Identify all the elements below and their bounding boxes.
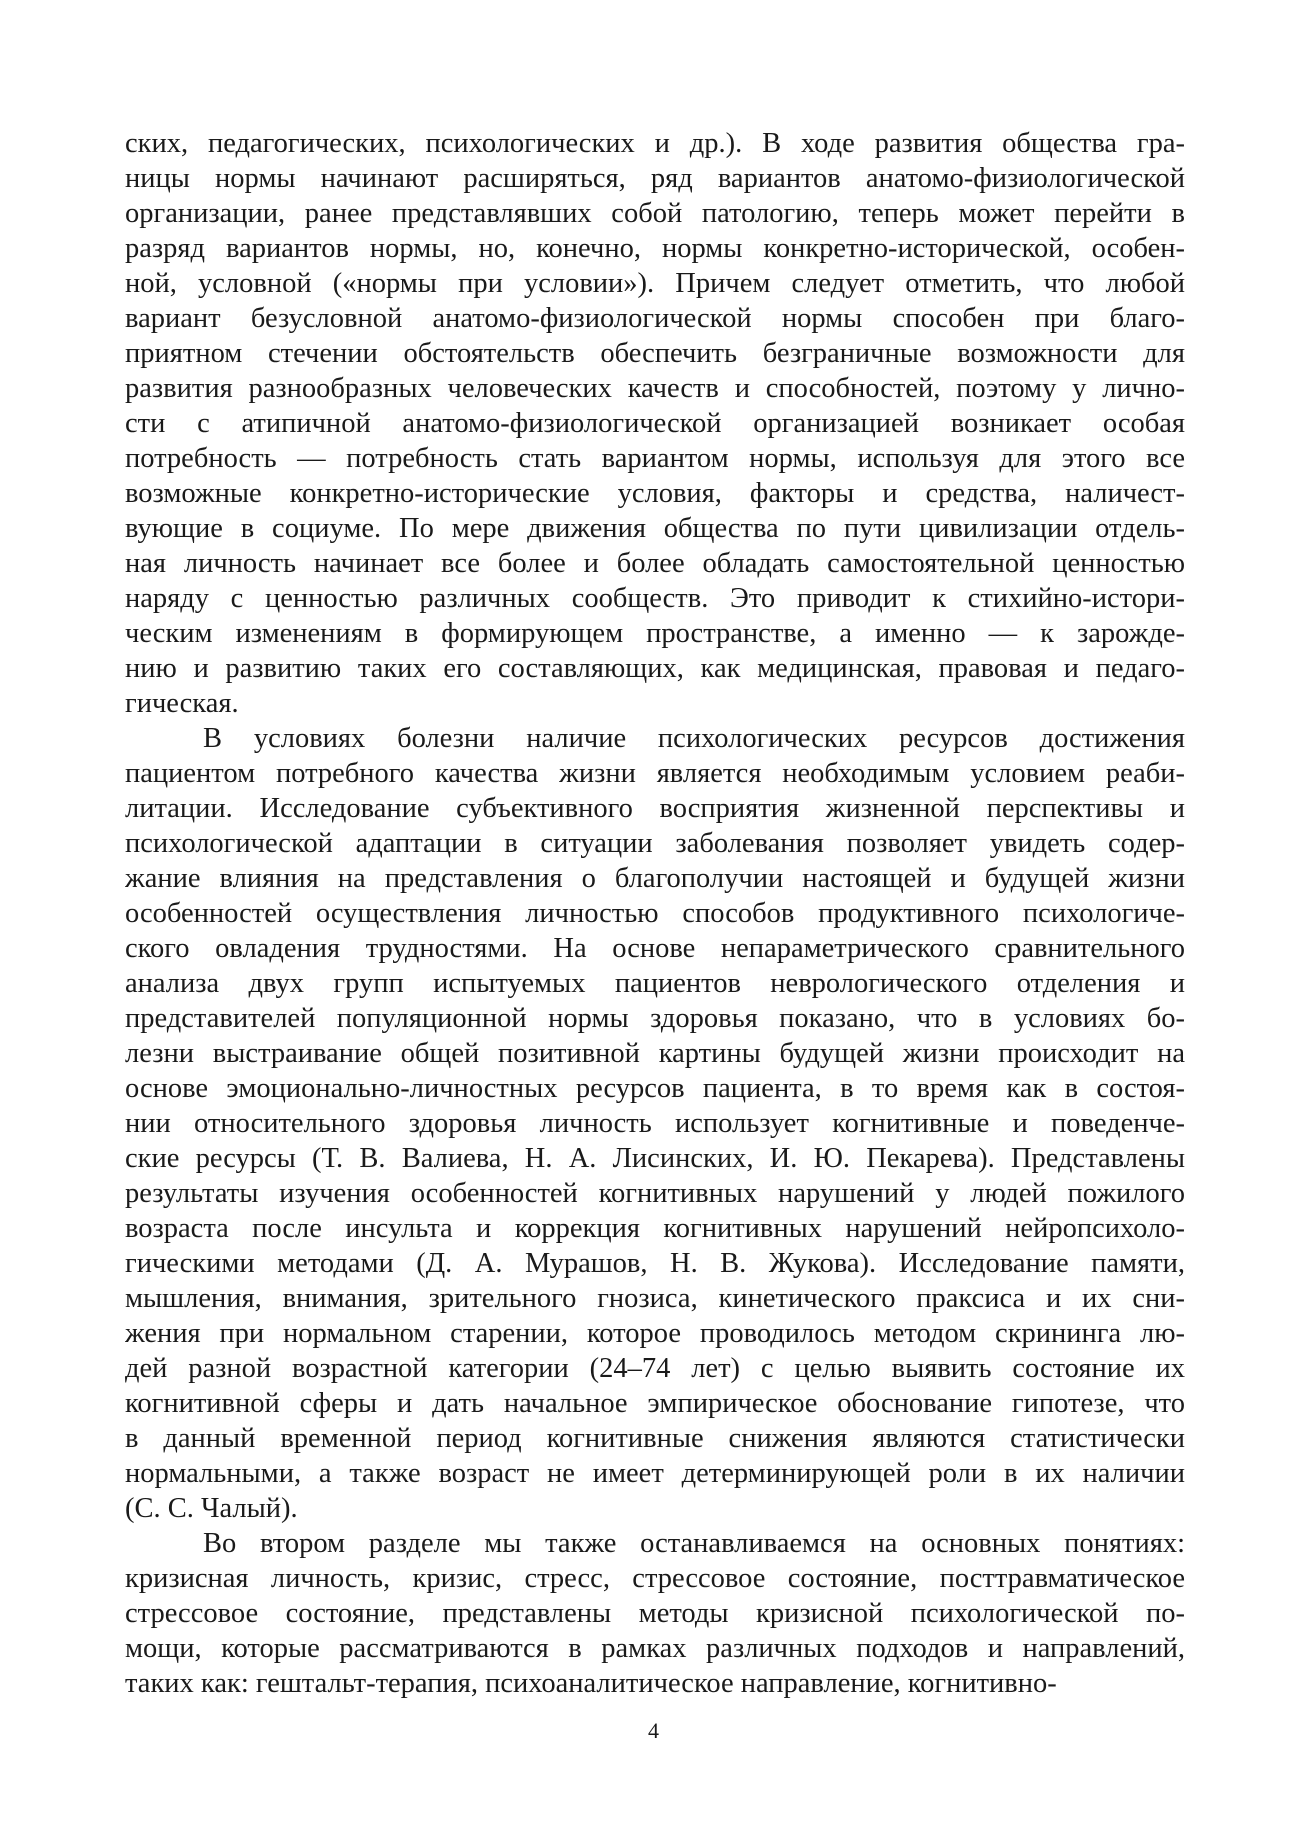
text-line: приятном стечении обстоятельств обеспечить безграничные возможности для (125, 338, 1185, 369)
text-line: сти с атипичной анатомо-физиологической организацией возникает особая (125, 408, 1185, 439)
text-line: ского овладения трудностями. На основе непараметрического сравнительного (125, 933, 1185, 964)
text-line: наряду с ценностью различных сообществ. Это приводит к стихийно-истори- (125, 583, 1185, 614)
text-line: организации, ранее представлявших собой патологию, теперь может перейти в (125, 198, 1185, 229)
text-line: ских, педагогических, психологических и др.). В ходе развития общества гра- (125, 128, 1185, 159)
text-line: лезни выстраивание общей позитивной картины будущей жизни происходит на (125, 1038, 1185, 1069)
body-text (125, 126, 1185, 1701)
text-line: вариант безусловной анатомо-физиологической нормы способен при благо- (125, 303, 1185, 334)
text-line: развития разнообразных человеческих качеств и способностей, поэтому у лично- (125, 373, 1185, 404)
text-line: ницы нормы начинают расширяться, ряд вариантов анатомо-физиологической (125, 163, 1185, 194)
text-line: нормальными, а также возраст не имеет детерминирующей роли в их наличии (125, 1458, 1185, 1489)
text-line: основе эмоционально-личностных ресурсов пациента, в то время как в состоя- (125, 1073, 1185, 1104)
text-line: результаты изучения особенностей когнитивных нарушений у людей пожилого (125, 1178, 1185, 1209)
paragraph (125, 126, 1185, 721)
text-line: психологической адаптации в ситуации заболевания позволяет увидеть содер- (125, 828, 1185, 859)
text-line: кризисная личность, кризис, стресс, стрессовое состояние, посттравматическое (125, 1563, 1185, 1594)
text-line: (С. С. Чалый). (125, 1493, 298, 1524)
text-line: в данный временной период когнитивные снижения являются статистически (125, 1423, 1185, 1454)
text-line: гическая. (125, 688, 239, 719)
text-line: нию и развитию таких его составляющих, как медицинская, правовая и педаго- (125, 653, 1185, 684)
text-line: особенностей осуществления личностью способов продуктивного психологиче- (125, 898, 1185, 929)
text-line: ная личность начинает все более и более обладать самостоятельной ценностью (125, 548, 1185, 579)
text-line: мышления, внимания, зрительного гнозиса, кинетического праксиса и их сни- (125, 1283, 1185, 1314)
text-line: гическими методами (Д. А. Мурашов, Н. В. Жукова). Исследование памяти, (125, 1248, 1185, 1279)
paragraph (125, 1526, 1185, 1701)
text-line: разряд вариантов нормы, но, конечно, нормы конкретно-исторической, особен- (125, 233, 1185, 264)
text-line: потребность — потребность стать вариантом нормы, используя для этого все (125, 443, 1185, 474)
text-line: Во втором разделе мы также останавливаемся на основных понятиях: (203, 1528, 1185, 1559)
text-line: возможные конкретно-исторические условия, факторы и средства, наличест- (125, 478, 1185, 509)
text-line: ские ресурсы (Т. В. Валиева, Н. А. Лисинских, И. Ю. Пекарева). Представлены (125, 1143, 1185, 1174)
text-line: жения при нормальном старении, которое проводилось методом скрининга лю- (125, 1318, 1185, 1349)
text-line: стрессовое состояние, представлены методы кризисной психологической по- (125, 1598, 1185, 1629)
page-number: 4 (648, 1718, 659, 1743)
text-line: нии относительного здоровья личность использует когнитивные и поведенче- (125, 1108, 1185, 1139)
text-line: ной, условной («нормы при условии»). Причем следует отметить, что любой (125, 268, 1185, 299)
text-line: пациентом потребного качества жизни является необходимым условием реаби- (125, 758, 1185, 789)
text-line: представителей популяционной нормы здоровья показано, что в условиях бо- (125, 1003, 1185, 1034)
text-line: литации. Исследование субъективного восприятия жизненной перспективы и (125, 793, 1185, 824)
text-line: В условиях болезни наличие психологических ресурсов достижения (203, 723, 1185, 754)
text-line: мощи, которые рассматриваются в рамках различных подходов и направлений, (125, 1633, 1185, 1664)
text-line: жание влияния на представления о благополучии настоящей и будущей жизни (125, 863, 1185, 894)
text-line: когнитивной сферы и дать начальное эмпирическое обоснование гипотезе, что (125, 1388, 1185, 1419)
text-line: анализа двух групп испытуемых пациентов неврологического отделения и (125, 968, 1185, 999)
text-line: ческим изменениям в формирующем пространстве, а именно — к зарожде- (125, 618, 1185, 649)
paragraph (125, 721, 1185, 1526)
text-line: возраста после инсульта и коррекция когнитивных нарушений нейропсихоло- (125, 1213, 1185, 1244)
text-line: таких как: гештальт-терапия, психоаналитическое направление, когнитивно- (125, 1668, 1057, 1699)
text-line: дей разной возрастной категории (24–74 лет) с целью выявить состояние их (125, 1353, 1185, 1384)
text-line: вующие в социуме. По мере движения общества по пути цивилизации отдель- (125, 513, 1185, 544)
